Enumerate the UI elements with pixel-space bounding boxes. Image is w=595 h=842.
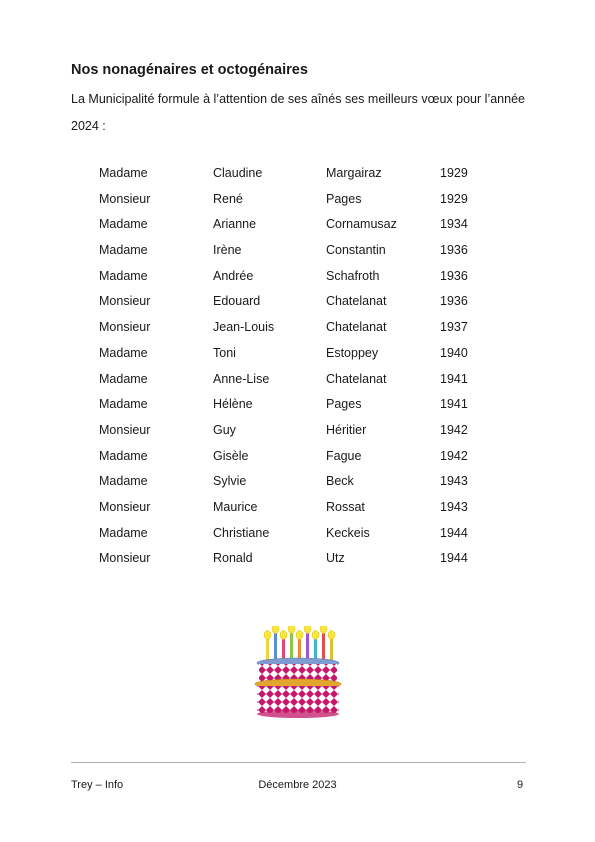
- person-birth-year: 1942: [440, 422, 468, 437]
- person-title: Madame: [99, 474, 148, 489]
- person-birth-year: 1944: [440, 525, 468, 540]
- person-last-name: Chatelanat: [326, 371, 387, 386]
- person-last-name: Estoppey: [326, 345, 379, 360]
- person-first-name: Gisèle: [213, 448, 249, 463]
- person-birth-year: 1937: [440, 320, 468, 335]
- person-title: Monsieur: [99, 191, 151, 206]
- footer-date: Décembre 2023: [258, 779, 337, 791]
- birthday-cake-icon: [250, 626, 346, 722]
- person-birth-year: 1941: [440, 397, 468, 412]
- person-title: Madame: [99, 345, 148, 360]
- person-last-name: Keckeis: [326, 525, 370, 540]
- person-title: Madame: [99, 371, 148, 386]
- person-first-name: Toni: [213, 345, 236, 360]
- person-first-name: Maurice: [213, 499, 258, 514]
- person-first-name: Claudine: [213, 166, 263, 180]
- person-first-name: Andrée: [213, 268, 254, 283]
- person-title: Madame: [99, 525, 148, 540]
- person-title: Monsieur: [99, 422, 151, 437]
- person-last-name: Fague: [326, 448, 362, 463]
- person-title: Monsieur: [99, 499, 151, 514]
- person-last-name: Chatelanat: [326, 320, 387, 335]
- person-first-name: Guy: [213, 422, 236, 437]
- person-title: Monsieur: [99, 320, 151, 335]
- person-first-name: Irène: [213, 243, 242, 258]
- person-title: Madame: [99, 217, 148, 232]
- person-title: Monsieur: [99, 551, 151, 566]
- person-birth-year: 1934: [440, 217, 468, 232]
- person-last-name: Constantin: [326, 243, 386, 258]
- person-first-name: Jean-Louis: [213, 320, 275, 335]
- footer-page-number: 9: [517, 779, 524, 791]
- person-last-name: Pages: [326, 397, 362, 412]
- person-first-name: Arianne: [213, 217, 257, 232]
- person-birth-year: 1936: [440, 268, 468, 283]
- person-title: Madame: [99, 397, 148, 412]
- footer-publication: Trey – Info: [71, 779, 124, 791]
- person-first-name: Sylvie: [213, 474, 247, 489]
- person-birth-year: 1936: [440, 294, 468, 309]
- person-last-name: Utz: [326, 551, 345, 566]
- person-birth-year: 1942: [440, 448, 468, 463]
- person-last-name: Pages: [326, 191, 362, 206]
- footer-divider: [71, 762, 526, 763]
- person-title: Madame: [99, 166, 148, 180]
- person-first-name: Anne-Lise: [213, 371, 270, 386]
- intro-paragraph: La Municipalité formule à l’attention de ses aînés ses meilleurs vœux pour l’année 2024 :: [71, 92, 525, 133]
- person-title: Madame: [99, 448, 148, 463]
- person-last-name: Cornamusaz: [326, 217, 397, 232]
- person-birth-year: 1943: [440, 474, 468, 489]
- person-birth-year: 1944: [440, 551, 468, 566]
- person-birth-year: 1940: [440, 345, 468, 360]
- person-title: Madame: [99, 268, 148, 283]
- person-title: Madame: [99, 243, 148, 258]
- person-first-name: Christiane: [213, 525, 270, 540]
- person-birth-year: 1929: [440, 166, 468, 180]
- person-title: Monsieur: [99, 294, 151, 309]
- person-first-name: Edouard: [213, 294, 261, 309]
- person-birth-year: 1943: [440, 499, 468, 514]
- person-birth-year: 1929: [440, 191, 468, 206]
- person-last-name: Rossat: [326, 499, 365, 514]
- person-last-name: Héritier: [326, 422, 367, 437]
- person-last-name: Chatelanat: [326, 294, 387, 309]
- person-first-name: Ronald: [213, 551, 253, 566]
- page-heading: Nos nonagénaires et octogénaires: [71, 62, 308, 78]
- person-first-name: René: [213, 191, 243, 206]
- person-last-name: Beck: [326, 474, 354, 489]
- person-last-name: Margairaz: [326, 166, 382, 180]
- person-last-name: Schafroth: [326, 268, 380, 283]
- person-first-name: Hélène: [213, 397, 253, 412]
- person-birth-year: 1936: [440, 243, 468, 258]
- person-birth-year: 1941: [440, 371, 468, 386]
